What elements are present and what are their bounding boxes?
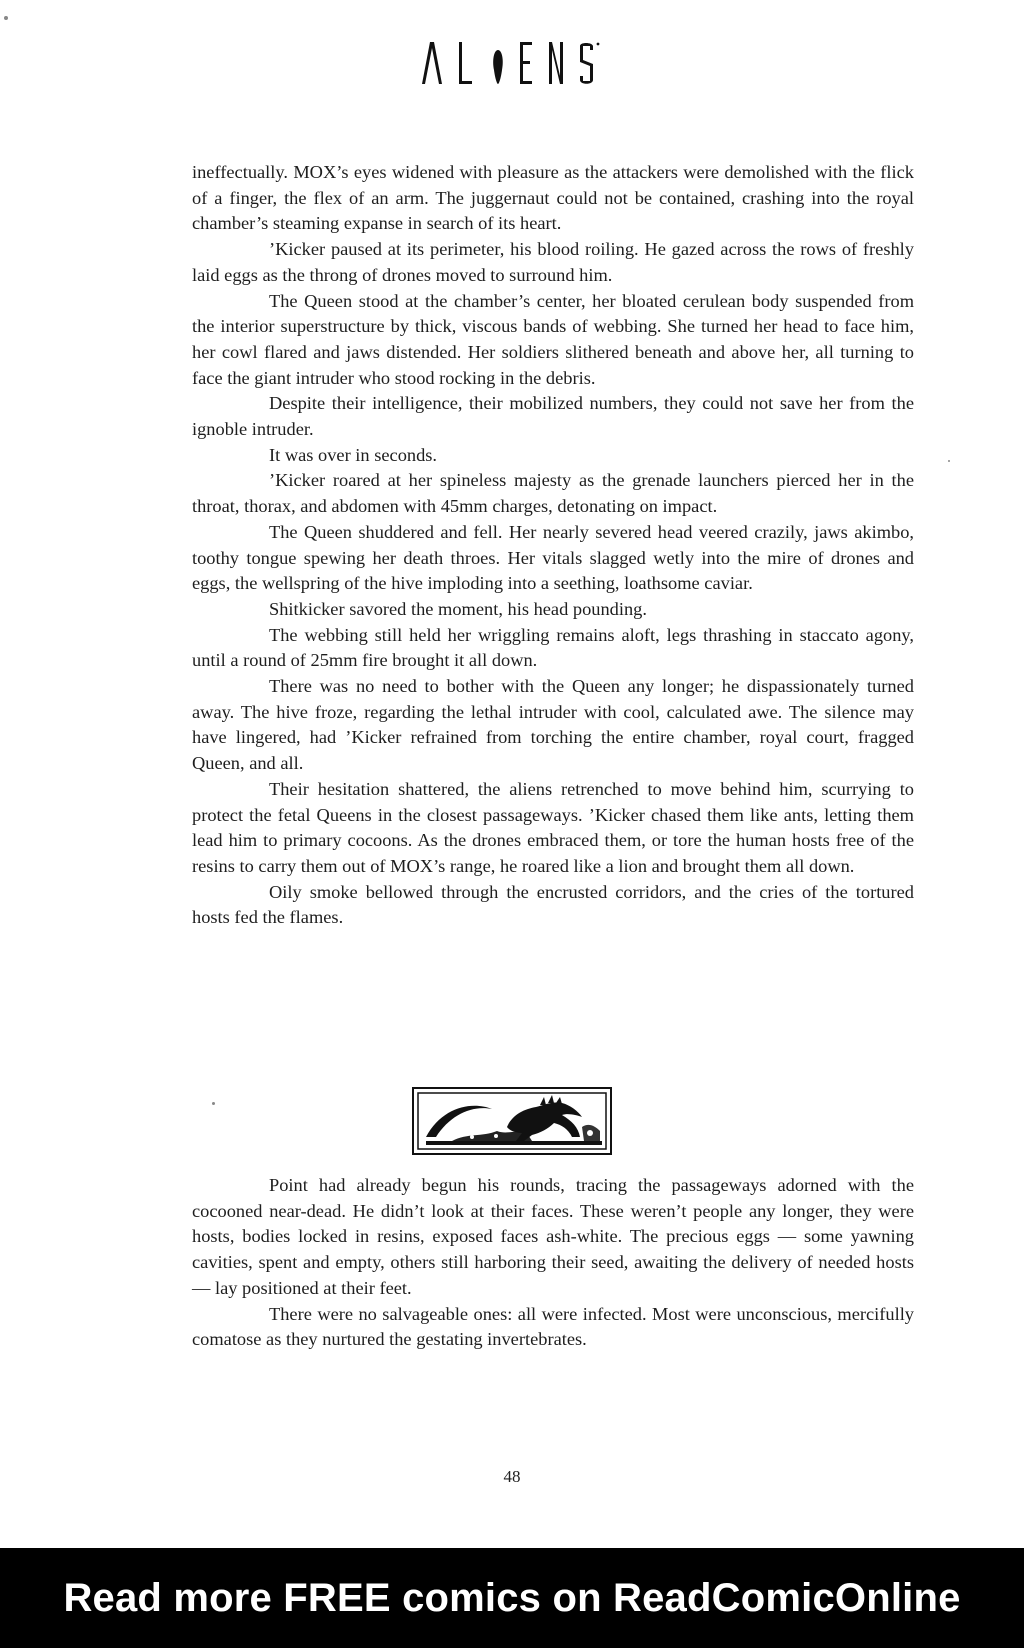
paragraph: Their hesitation shattered, the aliens retrenched to move behind him, scurrying to protect the fetal Queens in the closest passageways. ’Kicker chased them like ants, letting them lead him to primary cocoons. As the drones embraced them, or tore the human hosts free of the resins to carry them out of MOX’s range, he roared like a lion and brought them all down. — [192, 778, 914, 876]
scan-speck — [948, 460, 950, 462]
paragraph: The Queen stood at the chamber’s center, her bloated cerulean body suspended from the interior superstructure by thick, viscous bands of webbing. She turned her head to face him, her cowl flared and jaws distended. Her soldiers slithered beneath and above her, all turning to face the giant intruder who stood rocking in the debris. — [192, 290, 914, 388]
second-text-block — [192, 1173, 914, 1353]
paragraph: Point had already begun his rounds, tracing the passageways adorned with the cocooned near-dead. He didn’t look at their faces. These weren’t people any longer, they were hosts, bodies locked in resins, exposed faces ash-white. The precious eggs — some yawning cavities, spent and empty, others still harboring their seed, awaiting the delivery of needed hosts — lay positioned at their feet. — [192, 1175, 914, 1298]
paragraph: There was no need to bother with the Queen any longer; he dispassionately turned away. The hive froze, regarding the lethal intruder with cool, calculated awe. The silence may have lingered, had ’Kicker refrained from torching the entire chamber, royal court, fragged Queen, and all. — [192, 676, 914, 774]
paragraph: ineffectually. MOX’s eyes widened with pleasure as the attackers were demolished with the flick of a finger, the flex of an arm. The juggernaut could not be contained, crashing into the royal chamber’s steaming expanse in search of its heart. — [192, 162, 914, 234]
scan-speck — [212, 1102, 215, 1105]
main-text-block — [192, 160, 914, 931]
paragraph: ’Kicker roared at her spineless majesty as the grenade launchers pierced her in the throat, thorax, and abdomen with 45mm charges, detonating on impact. — [192, 470, 914, 517]
alien-creature-illustration-icon — [412, 1087, 612, 1155]
paragraph: It was over in seconds. — [269, 444, 438, 465]
paragraph: Despite their intelligence, their mobilized numbers, they could not save her from the ignoble intruder. — [192, 393, 914, 440]
paragraph: The webbing still held her wriggling remains aloft, legs thrashing in staccato agony, until a round of 25mm fire brought it all down. — [192, 624, 914, 671]
paragraph: Shitkicker savored the moment, his head pounding. — [269, 598, 647, 619]
paragraph: There were no salvageable ones: all were infected. Most were unconscious, mercifully comatose as they nurtured the gestating invertebrates. — [192, 1303, 914, 1350]
page-number: 48 — [503, 1467, 521, 1486]
promo-banner-text[interactable]: Read more FREE comics on ReadComicOnline — [63, 1575, 961, 1620]
paragraph: ’Kicker paused at its perimeter, his blood roiling. He gazed across the rows of freshly laid eggs as the throng of drones moved to surround him. — [192, 239, 914, 285]
paragraph: The Queen shuddered and fell. Her nearly severed head veered crazily, jaws akimbo, toothy tongue spewing her death throes. Her vitals slagged wetly into the mire of drones and eggs, the wellspring of the hive imploding into a seething, loathsome caviar. — [192, 521, 914, 594]
paragraph: Oily smoke bellowed through the encrusted corridors, and the cries of the tortured hosts fed the flames. — [192, 881, 914, 928]
aliens-logo — [0, 40, 1024, 86]
section-divider — [0, 1087, 1024, 1155]
aliens-logo-icon — [412, 40, 612, 86]
scan-speck — [4, 16, 8, 20]
promo-banner[interactable] — [0, 1548, 1024, 1648]
